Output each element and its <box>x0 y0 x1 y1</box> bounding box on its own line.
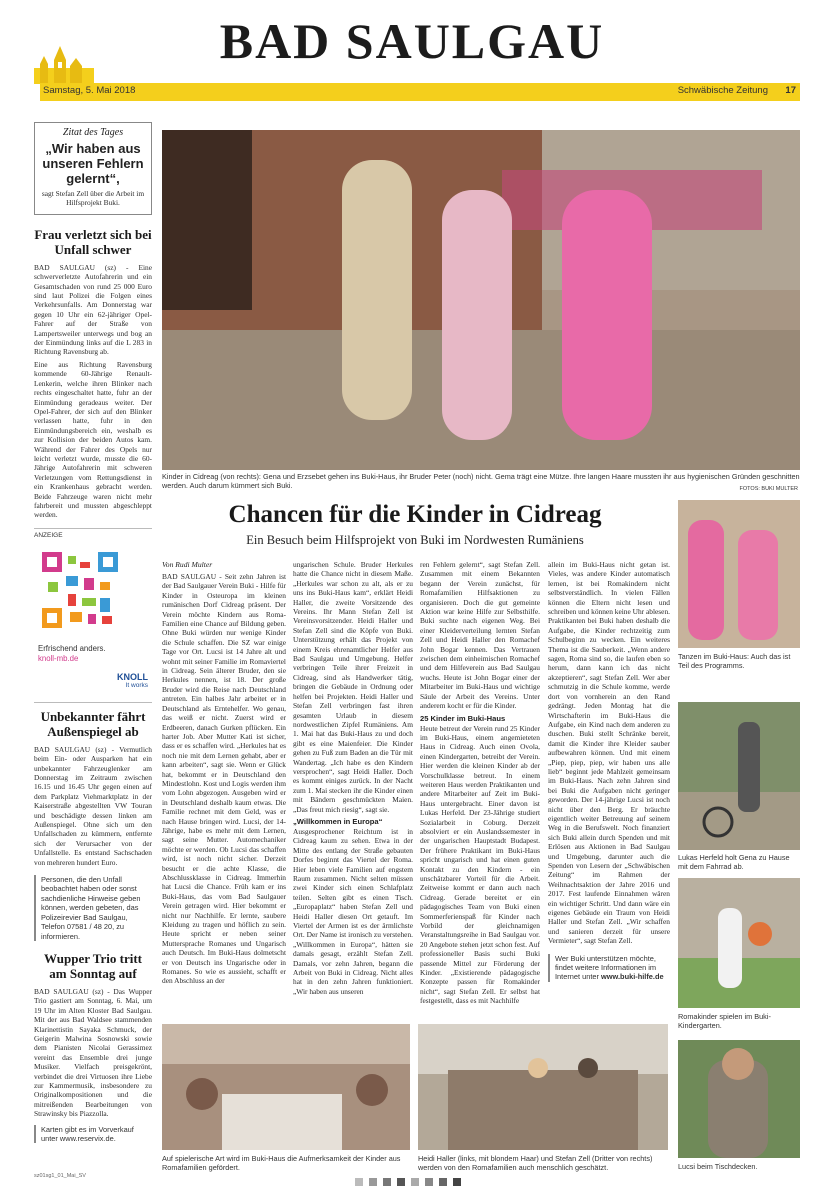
newspaper-name: Schwäbische Zeitung <box>677 85 768 96</box>
footer-code: sz01sg1_01_Mai_SV <box>34 1173 86 1179</box>
bottom-caption: Auf spielerische Art wird im Buki-Haus die Aufmerksamkeit der Kinder aus Romafamilien gefördert. <box>162 1154 401 1172</box>
side-photo-kindergarten <box>678 878 800 1008</box>
side-caption: Lukas Herfeld holt Gena zu Hause mit dem Fahrrad ab. <box>678 853 790 871</box>
kindergarten-photo-image <box>678 878 800 1008</box>
news-headline-spiegel: Unbekannter fährt Außenspiegel ab <box>40 708 146 739</box>
news-headline-trio: Wupper Trio tritt am Sonntag auf <box>44 950 142 981</box>
group-photo-image <box>418 1024 668 1150</box>
news-paragraph: Eine aus Richtung Ravensburg kommende 60-Jährige Renault-Lenkerin, welche ihren Blinker nach rechts eingeschaltet hatte, fuhr an der Einmündung geradeaus weiter. Der Opel-Fahrer, der sich auf den Blinker verlassen hatte, fuhr in den Einmündungsbereich ein, weshalb es zur Kollision der beiden Autos kam. Während der Fahrer des Opels nur leicht verletzt wurde, musste die 60-Jährige Autofahrerin mit schweren Verletzungen vom Rettungsdienst in ein Krankenhaus gebracht werden. Beide Fahrzeuge waren nicht mehr fahrbereit und mussten abgeschleppt werden. <box>34 359 152 520</box>
dance-photo-image <box>678 500 800 648</box>
side-caption: Romakinder spielen im Buki-Kindergarten. <box>678 1012 771 1030</box>
news-paragraph: BAD SAULGAU (sz) - Eine schwerverletzte Autofahrerin und ein Gesamtschaden von rund 25 000 Euro sind laut Polizei die Folgen eines Verkehrsunfalls. Am Donnerstag war gegen 10 Uhr ein 62-jähriger Opel-Fahrer auf der Straße von Lampertsweiler unterwegs und bog an der Einmündung links auf die L 283 in Richtung Ravensburg ab. <box>34 262 152 357</box>
issue-date: Samstag, 5. Mai 2018 <box>43 85 136 96</box>
article-text: allein im Buki-Haus nicht getan ist. Vieles, was andere Kinder automatisch lernen, ist bei Romakindern nicht selbstverständlich. In vielen Fällen können die Eltern nicht lesen und schreiben und können keine Uhr ablesen. Praktikanten bei Buki haben deshalb die Aufgabe, die Kinder rechtzeitig zum Schulbeginn zu wecken. Ein weiteres Thema ist die Sauberkeit. „Wenn andere sagen, Roma sind so, die laufen eben so herum, dann kann ich das nicht akzeptieren“, sagt Stefan Zell. Wer aber schmutzig in die Schule komme, werde dort von vornherein an den Rand gedrängt. Jeden Montag hat die Wirtschafterin im Buki-Haus die Aufgabe, ein Kind nach dem anderen zu duschen. Buki stellt Schränke bereit, damit die Kinder ihre Kleider sauber aufbewahren können. Und mit einem „Piep, piep, piep, wir haben uns alle lieb“ beginnt jede Mahlzeit gemeinsam im Buki-Haus. Nach zehn Jahren sind bei Buki die Aufgaben nicht geringer geworden. Der 14-jährige Lucsi ist noch nicht über den Berg. Er bräuchte eigentlich weiter Betreuung auf seinem Weg in die Berufswelt. Noch finanziert sich Buki allein durch Spenden und mit Erlösen aus Aktionen in Bad Saulgau und Umgebung, darunter auch die Spenden von Lesern der „Schwäbischen Zeitung“ im Rahmen der Weihnachtsaktion der Jahre 2016 und 2017. Fest laufende Einnahmen wären ein wichtiger Schritt. Und dann wäre ein eigenes Gebäude ein Traum von Heidi Haller und Stefan Zell. „Wir schaffen und sanieren derzeit für unsere Vermieter“, sagt Stefan Zell. <box>548 560 670 946</box>
page-number: 17 <box>785 85 796 96</box>
article-text: Ausgesprochener Reichtum ist in Cidreag kaum zu sehen. Etwa in der Mitte des entlang der Straße gebauten Dorfes beginnt das Viertel der Roma. Hier leben viele Familien auf engstem Raum zusammen. Nicht selten müssen zwei Kinder sich einen Schlafplatz teilen. Selten gibt es einen Tisch. „Europaplatz“ haben Stefan Zell und Heidi Haller diesen Ort getauft. Im Viertel der Armen ist es der ärmlichste Ort. Der Name ist ironisch zu verstehen. „Willkommen in Europa“, hätten sie damals gesagt, erzählt Stefan Zell. Damals, vor zehn Jahren, begann die Arbeit von Buki in Cidreag. Nicht alles hat in den zehn Jahren funktioniert. „Wir haben aus unseren <box>293 826 413 996</box>
left-column <box>34 122 152 1143</box>
article-subheading: „Willkommen in Europa“ <box>293 816 383 826</box>
article-column-4 <box>548 560 670 982</box>
main-headline: Chancen für die Kinder in Cidreag <box>228 501 602 528</box>
info-box-buki <box>548 954 670 982</box>
ad-url[interactable]: knoll-mb.de <box>38 653 79 663</box>
quote-of-the-day <box>34 122 152 215</box>
news-paragraph: BAD SAULGAU (sz) - Vermutlich beim Ein- oder Ausparken hat ein unbekannter Fahrzeuglenker am Donnerstag im Zeitraum zwischen 16.15 und 16.45 Uhr gegen einen auf dem Parkplatz Viehmarktplatz in der Kaiserstraße abgestellten VW Touran und beschädigte dessen linken am Außenspiegel. Ohne sich um den Unfallschaden zu kümmern, entfernte sich der Verursacher von der Unfallstelle. Es entstand Sachschaden von mehreren hundert Euro. <box>34 744 152 867</box>
article-column-3 <box>420 560 540 1006</box>
article-subheading: 25 Kinder im Buki-Haus <box>420 713 506 723</box>
side-photo-table <box>678 1040 800 1158</box>
info-url[interactable]: www.buki-hilfe.de <box>601 972 664 982</box>
date-bar <box>40 83 800 101</box>
bike-photo-image <box>678 702 800 850</box>
divider <box>34 702 152 703</box>
side-photo-dance <box>678 500 800 648</box>
main-photo <box>162 130 800 470</box>
newspaper-title: BAD SAULGAU <box>219 13 605 69</box>
ad-brand-sub: It works <box>125 681 148 689</box>
table-photo-image <box>678 1040 800 1158</box>
qr-code-icon <box>42 552 118 628</box>
news-headline-unfall: Frau verletzt sich bei Unfall schwer <box>34 226 152 257</box>
photo-credit: FOTOS: BUKI MULTER <box>739 486 798 492</box>
byline: Von Rudi Multer <box>162 560 213 569</box>
ad-label: ANZEIGE <box>34 531 63 539</box>
article-text: ungarischen Schule. Bruder Herkules hatte die Chance nicht in diesem Maße. „Herkules war schon zu alt, als er zu uns ins Buki-Haus kam“, erklärt Heidi Haller, die zweite Vorsitzende des Vereins. Ihr Mann Stefan Zell ist Vereinsvorsitzender. Heidi Haller und Stefan Zell sind die Köpfe von Buki. Unterstützung erhält das Projekt von einem Kreis ehrenamtlicher Helfer aus Bad Saulgau und Umgebung. Helfer verbringen Teile ihrer Freizeit in Cidreag, sind als Handwerker tätig, bringen die Gebäude in Ordnung oder helfen bei Projekten. Heidi Haller und Stefan Zell verbringen fast ihren gesamten Urlaub in diesem nordwestlichen Zipfel Rumäniens. Am 1. Mai hat das Buki-Haus zu und doch gibt es eine Maienfeier. Die Kinder gehen zu Fuß zum Baden an die Tür mit Wandertag. „Ich habe es den Kindern versprochen“, sagt Heidi Haller. Doch es kommt einiges zurück. In der Nacht zum 1. Mai stecken ihr die Kinder einen mit Bändern geschmückten Maien. „Das freut mich riesig“, sagt sie. <box>293 560 413 814</box>
article-column-2 <box>293 560 413 996</box>
article-column-1 <box>162 560 286 986</box>
quote-attribution: sagt Stefan Zell über die Arbeit im Hilfsprojekt Buki. <box>41 189 145 208</box>
bottom-photo-group <box>418 1024 668 1150</box>
children-photo-image <box>162 130 800 470</box>
info-box-tickets: Karten gibt es im Vorverkauf unter www.reservix.de. <box>34 1125 152 1144</box>
bottom-photo-play <box>162 1024 410 1150</box>
quote-text: „Wir haben aus unseren Fehlern gelernt“, <box>42 141 144 186</box>
quote-label: Zitat des Tages <box>62 127 124 138</box>
ad-block <box>34 540 152 700</box>
divider <box>34 528 152 529</box>
side-caption: Lucsi beim Tischdecken. <box>678 1162 758 1171</box>
article-text: Heute betreut der Verein rund 25 Kinder im Buki-Haus, einem angemieteten Haus in Cidreag. Auch einen Ovola, einen Kindergarten, betreibt der Verein. Hier werden die kleinen Kinder ab der Vorschulklasse betreut. In einem weiteren Haus werden Praktikanten und andere Mitarbeiter auf Zeit im Buki-Haus untergebracht. Einer davon ist Lukas Herfeld. Der 23-Jährige studiert Sozialarbeit in Coburg. Derzeit absolviert er ein Auslandssemester in der ungarischen Hauptstadt Budapest. Der frühere Praktikant im Buki-Haus spricht ungarisch und hat einen guten Kontakt zu den Kindern - ein unschätzbarer Vorteil für die Arbeit. Zeitweise kommt er dann auch nach Cidreag. Gerade bereitet er ein pädagogisches Team von Buki einen Sommerferienspaß für Kinder nach Vorbild der gleichnamigen Veranstaltungsreihe in Bad Saulgau vor. 20 Angebote stehen jetzt schon fest. Auf professioneller Basis suchi Buki passende Mittel zur Förderung der Kinder. „Existierende pädagogische Konzepte passen für Romakinder nicht“, sagt Stefan Zell. Er selbst hat festgestellt, dass es mit Nachhilfe <box>420 723 540 1006</box>
news-paragraph: BAD SAULGAU (sz) - Das Wupper Trio gastiert am Sonntag, 6. Mai, um 19 Uhr im Alten Kloster Bad Saulgau. Mit der aus Bad Waldsee stammenden Klarinettistin Sayaka Schmuck, der Geigerin Malwina Sosnowski sowie dem Pianisten Nicolai Gerassimez vereint das Ensemble drei junge Musiker. Vielfach preisgekrönt, verbindet die drei Virtuosen ihre Liebe zur Kammermusik, insbesondere zu Originalkompositionen und die mitreißenden Bearbeitungen von Strawinsky bis Piazzolla. <box>34 986 152 1119</box>
side-photo-bike <box>678 702 800 850</box>
info-box-police: Personen, die den Unfall beobachtet haben oder sonst sachdienliche Hinweise geben können, werden gebeten, das Polizeirevier Bad Saulgau, Telefon 07581 / 48 20, zu informieren. <box>34 875 152 941</box>
info-text: Wer Buki unterstützen möchte, findet weitere Informationen im Internet unter <box>555 953 657 982</box>
article-text: BAD SAULGAU - Seit zehn Jahren ist der Bad Saulgauer Verein Buki - Hilfe für Kinder in Osteuropa im kleinen rumänischen Dorf Cidreag präsent. Der Verein möchte Kindern aus Roma-Familien eine Chance auf Bildung geben. Ohne Buki würden nur wenige Kinder die Schule schaffen. Die SZ war einige Tage vor Ort. Lucsi ist 14 Jahre alt und wohnt mit seiner Familie im Romaviertel in Cidreag. Sein älterer Bruder, den sie Herkules nennen, ist 18. Der große Bruder wird die Reise nach Deutschland antreten. Ein halbes Jahr arbeitet er in Deutschland als Erntehelfer. Wo genau, das weiß er nicht. Zuerst wird er Erdbeeren, danach Gurken pflücken. Ein harter Job. Aber Mutter Kati ist sicher, dass er es schaffen wird. „Herkules hat es noch nie mit dem Lernen gehabt, aber er kann arbeiten“, sagt sie. Wenn er Glück hat, bekommt er in Deutschland den Mindestlohn. Kost und Logis werden ihm vom Lohn abgezogen. Ausgeben wird er in Deutschland deshalb kaum etwas. Die Familie rechnet mit dem Geld, was er nach Hause bringen wird. Lucsi, der 14-Jährige, habe es mehr mit dem Lernen, sagt seine Mutter. Automechaniker möchte er werden. Ob Lucsi das schaffen wird, ist noch nicht sicher. Derzeit besucht er die achte Klasse, die Abschlussklasse in Cidreag. Immerhin hat Lucsi die Chance. Früh kam er ins Buki-Haus, das vom Bad Saulgauer Verein getragen wird. Hier bekommt er nicht nur Nachhilfe. Er lernte, saubere Kleidung zu tragen und höflich zu sein. Heute spricht er neben seiner Muttersprache Romanes und Ungarisch auch Deutsch. Im Buki-Haus dolmetscht er von Deutsch ins Ungarische oder in Romanes. So wie es aussieht, schafft er den Abschluss an der <box>162 572 286 986</box>
side-caption: Tanzen im Buki-Haus: Auch das ist Teil des Programms. <box>678 652 791 670</box>
main-photo-caption: Kinder in Cidreag (von rechts): Gena und Erzsebet gehen ins Buki-Haus, ihr Bruder Peter (noch) nicht. Gema trägt eine Mütze. Ihre langen Haare mussten ihr aus hygienischen Gründen geschnitten werden. Auch darum kümmert sich Buki. <box>162 472 800 490</box>
bottom-caption: Heidi Haller (links, mit blondem Haar) und Stefan Zell (Dritter von rechts) werden von den Romafamilien auch menschlich geschätzt. <box>418 1154 653 1172</box>
color-registration-marks-icon <box>355 1178 465 1186</box>
main-subheadline: Ein Besuch beim Hilfsprojekt von Buki im Nordwesten Rumäniens <box>246 533 584 547</box>
ad-tagline: Erfrischend anders. <box>38 643 106 653</box>
ad-brand: KNOLL <box>117 671 148 682</box>
masthead <box>0 0 824 78</box>
article-text: ren Fehlern gelernt“, sagt Stefan Zell. Zusammen mit einem Bekannten begann der Verein zunächst, für Romafamilien Hilfsaktionen zu organisieren. Doch die gut gemeinte Aktion war keine Hilfe zur Selbsthilfe. Buki suchte nach eigenen Weg. Bei einer Kleiderverteilung lernten Stefan Zell und Heidi Haller den Romachef John Bogar kennen. Das Vertrauen zwischen dem einheimischen Romachef und dem Hilfeverein aus Bad Saulgau wuchs. Heute ist John Bogar einer der Mitarbeiter im Buki-Haus und wichtige Säule der Arbeit des Vereins. Unter anderem kocht er für die Kinder. <box>420 560 540 711</box>
play-photo-image <box>162 1024 410 1150</box>
